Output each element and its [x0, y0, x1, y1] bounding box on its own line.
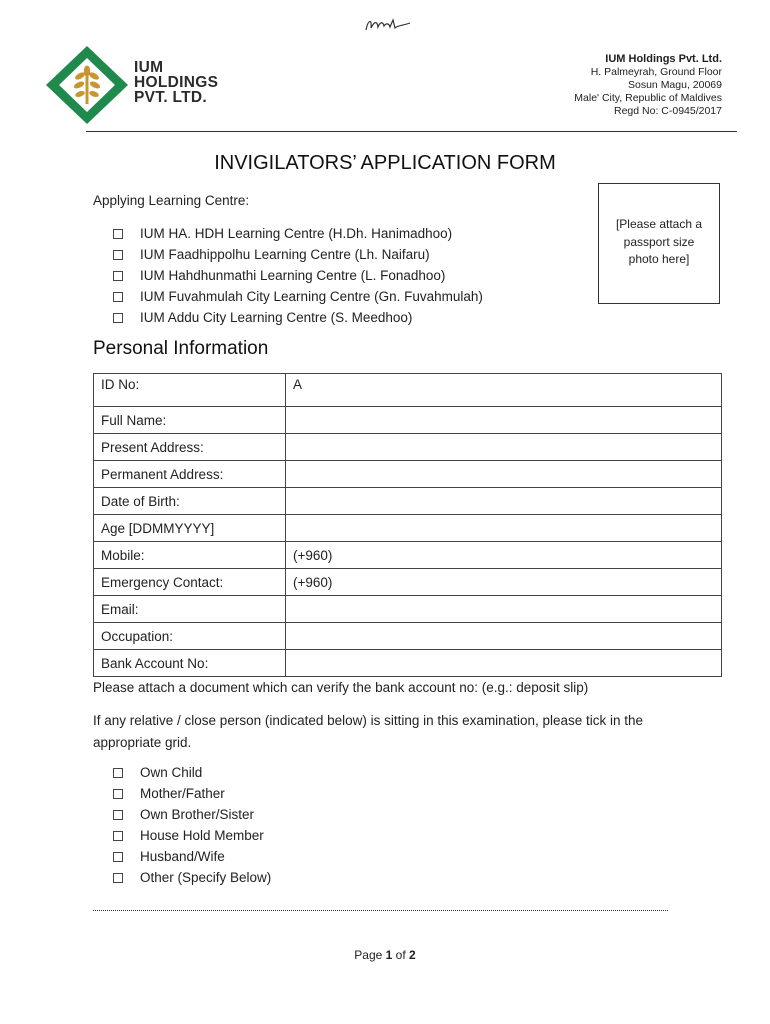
full-name-field[interactable] — [286, 407, 722, 434]
checkbox-icon[interactable] — [113, 789, 123, 799]
logo-line-3: PVT. LTD. — [134, 89, 208, 106]
relative-option[interactable] — [113, 846, 271, 867]
passport-photo-box[interactable]: [Please attach a passport size photo here] — [598, 183, 720, 304]
company-registration: Regd No: C-0945/2017 — [614, 105, 722, 117]
relative-option[interactable] — [113, 867, 271, 888]
table-row — [94, 569, 722, 596]
table-row — [94, 542, 722, 569]
field-label: Full Name: — [94, 407, 286, 434]
of-word: of — [395, 948, 406, 962]
age-field[interactable] — [286, 515, 722, 542]
centre-option[interactable] — [113, 307, 483, 328]
field-label: Permanent Address: — [94, 461, 286, 488]
checkbox-icon[interactable] — [113, 271, 123, 281]
relative-option-label: Other (Specify Below) — [140, 870, 272, 885]
company-address-line-1: H. Palmeyrah, Ground Floor — [590, 66, 722, 78]
relative-prompt: If any relative / close person (indicated below) is sitting in this examination, please tick in the appropriate grid. — [93, 713, 644, 750]
relative-options-list — [113, 762, 271, 888]
centre-option[interactable] — [113, 265, 483, 286]
page-number: 1 — [385, 948, 393, 962]
field-label: Date of Birth: — [94, 488, 286, 515]
logo-wordmark — [134, 60, 218, 105]
centre-option[interactable] — [113, 286, 483, 307]
relative-option-label: Husband/Wife — [140, 849, 225, 864]
checkbox-icon[interactable] — [113, 313, 123, 323]
field-label: ID No: — [94, 374, 286, 407]
field-label: Emergency Contact: — [94, 569, 286, 596]
relative-option-label: House Hold Member — [140, 828, 264, 843]
centre-option[interactable] — [113, 244, 483, 265]
relative-option-label: Own Child — [140, 765, 203, 780]
logo-line-1: IUM — [134, 59, 164, 76]
centre-option-label: IUM Hahdhunmathi Learning Centre (L. Fonadhoo) — [140, 268, 446, 283]
field-label: Present Address: — [94, 434, 286, 461]
company-address-line-2: Sosun Magu, 20069 — [628, 79, 722, 91]
field-label: Mobile: — [94, 542, 286, 569]
page-footer — [0, 948, 770, 962]
checkbox-icon[interactable] — [113, 810, 123, 820]
table-row — [94, 461, 722, 488]
company-address-line-3: Male' City, Republic of Maldives — [574, 92, 722, 104]
company-logo-icon — [44, 44, 130, 126]
form-title: INVIGILATORS’ APPLICATION FORM — [214, 152, 556, 174]
checkbox-icon[interactable] — [113, 250, 123, 260]
centre-option-label: IUM Fuvahmulah City Learning Centre (Gn. Fuvahmulah) — [140, 289, 483, 304]
centre-option-label: IUM HA. HDH Learning Centre (H.Dh. Hanimadhoo) — [140, 226, 453, 241]
email-field[interactable] — [286, 596, 722, 623]
table-row — [94, 650, 722, 677]
field-label: Age [DDMMYYYY] — [94, 515, 286, 542]
table-row — [94, 488, 722, 515]
checkbox-icon[interactable] — [113, 852, 123, 862]
relative-option[interactable] — [113, 762, 271, 783]
page-word: Page — [354, 948, 383, 962]
present-address-field[interactable] — [286, 434, 722, 461]
centre-option[interactable] — [113, 223, 483, 244]
table-row — [94, 596, 722, 623]
centre-option-label: IUM Faadhippolhu Learning Centre (Lh. Naifaru) — [140, 247, 430, 262]
relative-option-label: Own Brother/Sister — [140, 807, 255, 822]
specify-line[interactable] — [93, 910, 668, 911]
field-label: Occupation: — [94, 623, 286, 650]
relative-option[interactable] — [113, 825, 271, 846]
mobile-field[interactable]: (+960) — [286, 542, 722, 569]
personal-info-table — [93, 373, 722, 677]
field-label: Bank Account No: — [94, 650, 286, 677]
checkbox-icon[interactable] — [113, 292, 123, 302]
bank-account-field[interactable] — [286, 650, 722, 677]
table-row — [94, 407, 722, 434]
bank-account-note: Please attach a document which can verify the bank account no: (e.g.: deposit slip) — [93, 680, 589, 695]
table-row — [94, 623, 722, 650]
id-field[interactable]: A — [286, 374, 722, 407]
checkbox-icon[interactable] — [113, 768, 123, 778]
page-total: 2 — [409, 948, 416, 962]
learning-centre-list — [113, 223, 483, 328]
header-divider — [86, 131, 737, 132]
table-row — [94, 374, 722, 407]
field-label: Email: — [94, 596, 286, 623]
checkbox-icon[interactable] — [113, 229, 123, 239]
signature-mark — [362, 14, 414, 36]
permanent-address-field[interactable] — [286, 461, 722, 488]
date-of-birth-field[interactable] — [286, 488, 722, 515]
company-address-block — [574, 53, 722, 118]
company-name: IUM Holdings Pvt. Ltd. — [605, 53, 722, 65]
relative-option-label: Mother/Father — [140, 786, 225, 801]
checkbox-icon[interactable] — [113, 831, 123, 841]
checkbox-icon[interactable] — [113, 873, 123, 883]
centre-option-label: IUM Addu City Learning Centre (S. Meedhoo) — [140, 310, 413, 325]
applying-centre-label: Applying Learning Centre: — [93, 193, 250, 208]
logo-line-2: HOLDINGS — [134, 74, 219, 91]
relative-option[interactable] — [113, 783, 271, 804]
table-row — [94, 434, 722, 461]
occupation-field[interactable] — [286, 623, 722, 650]
emergency-contact-field[interactable]: (+960) — [286, 569, 722, 596]
personal-info-heading: Personal Information — [93, 338, 269, 359]
relative-option[interactable] — [113, 804, 271, 825]
table-row — [94, 515, 722, 542]
